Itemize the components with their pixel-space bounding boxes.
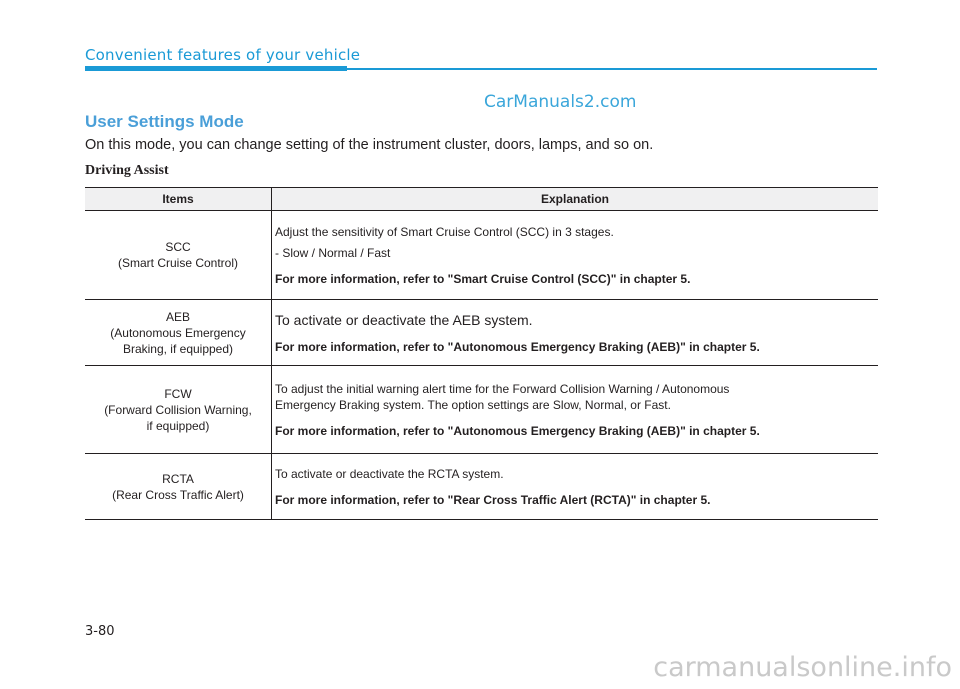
explanation-line: Adjust the sensitivity of Smart Cruise Control (SCC) in 3 stages.	[275, 224, 614, 239]
explanation-line: To activate or deactivate the RCTA system.	[275, 466, 504, 481]
item-desc: (Smart Cruise Control)	[117, 256, 239, 270]
explanation-line: Emergency Braking system. The option settings are Slow, Normal, or Fast.	[275, 397, 671, 412]
table-row-fcw	[85, 366, 878, 454]
section-title: User Settings Mode	[85, 112, 244, 131]
site-watermark[interactable]: carmanualsonline.info	[653, 652, 952, 683]
subsection-title: Driving Assist	[85, 163, 169, 178]
item-cell-rcta	[85, 454, 272, 520]
chapter-title: Convenient features of your vehicle	[85, 46, 361, 64]
explanation-line: To adjust the initial warning alert time for the Forward Collision Warning / Autonomous	[275, 381, 730, 396]
item-cell-scc	[85, 211, 272, 300]
explanation-line: To activate or deactivate the AEB system.	[275, 311, 533, 328]
item-cell-fcw	[85, 366, 272, 454]
chapter-reference: For more information, refer to "Autonomous Emergency Braking (AEB)" in chapter 5.	[275, 423, 760, 438]
column-header-items: Items	[85, 188, 272, 211]
watermark-top[interactable]: CarManuals2.com	[484, 92, 637, 112]
item-name: FCW	[164, 386, 192, 401]
page-number: 3-80	[85, 624, 115, 639]
item-desc: (Rear Cross Traffic Alert)	[112, 487, 244, 502]
table-row-rcta	[85, 454, 878, 520]
item-desc: (Autonomous Emergency	[110, 325, 246, 340]
table-header-row	[85, 188, 878, 211]
item-cell-aeb	[85, 300, 272, 366]
explanation-cell-scc	[272, 211, 879, 300]
chapter-reference: For more information, refer to "Autonomous Emergency Braking (AEB)" in chapter 5.	[275, 339, 760, 354]
table-row-aeb	[85, 300, 878, 366]
explanation-cell-fcw	[272, 366, 879, 454]
item-desc: (Forward Collision Warning,	[104, 402, 252, 417]
item-name: AEB	[165, 309, 190, 324]
header-rule	[347, 68, 877, 70]
explanation-cell-aeb	[272, 300, 879, 366]
explanation-line: - Slow / Normal / Fast	[275, 245, 391, 260]
explanation-cell-rcta	[272, 454, 879, 520]
item-name: RCTA	[162, 471, 194, 486]
chapter-reference: For more information, refer to "Smart Cruise Control (SCC)" in chapter 5.	[275, 271, 691, 286]
table-row-scc	[85, 211, 878, 300]
header-bar	[85, 66, 347, 71]
column-header-explanation: Explanation	[272, 188, 879, 211]
settings-table	[85, 187, 878, 520]
item-name: SCC	[165, 240, 191, 254]
chapter-reference: For more information, refer to "Rear Cross Traffic Alert (RCTA)" in chapter 5.	[275, 492, 711, 507]
item-desc: Braking, if equipped)	[122, 341, 234, 356]
section-intro: On this mode, you can change setting of the instrument cluster, doors, lamps, and so on.	[85, 137, 654, 153]
item-desc: if equipped)	[146, 418, 210, 433]
